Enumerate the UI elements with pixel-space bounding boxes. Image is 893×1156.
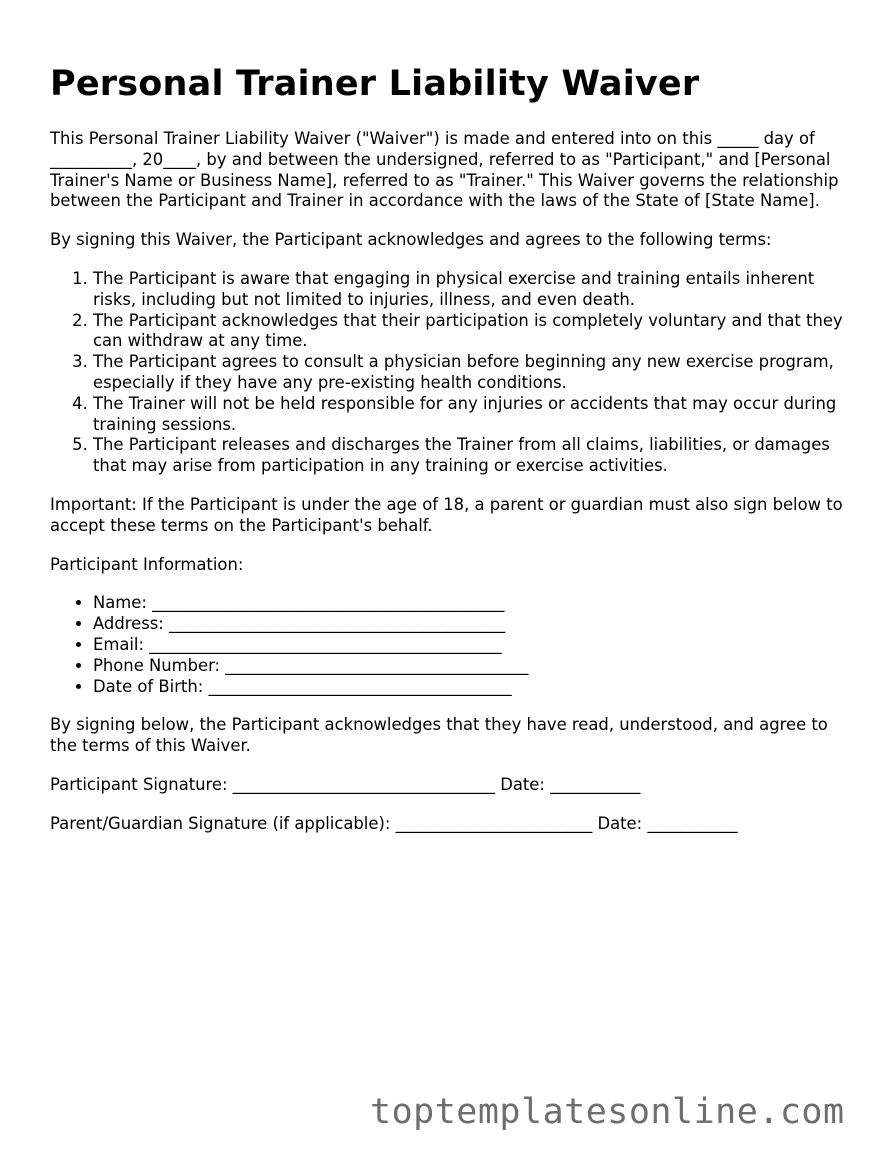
site-watermark: toptemplatesonline.com bbox=[370, 1092, 845, 1132]
terms-lead-paragraph: By signing this Waiver, the Participant acknowledges and agrees to the following terms: bbox=[50, 230, 772, 250]
terms-list-item: 2. The Participant acknowledges that their participation is completely voluntary and that they can withdraw at any time. bbox=[93, 311, 850, 353]
participant-info-list bbox=[50, 593, 850, 697]
document-title: Personal Trainer Liability Waiver bbox=[50, 64, 700, 104]
info-field-phone-number: • Phone Number: _____________________________________ bbox=[93, 656, 850, 677]
info-field-name: • Name: ___________________________________________ bbox=[93, 593, 850, 614]
info-field-date-of-birth: • Date of Birth: _____________________________________ bbox=[93, 677, 850, 698]
terms-list-item: 5. The Participant releases and discharges the Trainer from all claims, liabilities, or damages that may arise from participation in any training or exercise activities. bbox=[93, 435, 850, 477]
terms-list-item: 1. The Participant is aware that engaging in physical exercise and training entails inherent risks, including but not limited to injuries, illness, and even death. bbox=[93, 269, 850, 311]
terms-list-item: 4. The Trainer will not be held responsible for any injuries or accidents that may occur during training sessions. bbox=[93, 394, 850, 436]
guardian-signature-line: Parent/Guardian Signature (if applicable): ________________________ Date: ___________ bbox=[50, 813, 738, 833]
waiver-document bbox=[50, 60, 850, 835]
info-field-email: • Email: ___________________________________________ bbox=[93, 635, 850, 656]
acknowledgement-paragraph: By signing below, the Participant acknowledges that they have read, understood, and agree to the terms of this Waiver. bbox=[50, 715, 828, 756]
terms-list-item: 3. The Participant agrees to consult a physician before beginning any new exercise program, especially if they have any pre-existing health conditions. bbox=[93, 352, 850, 394]
info-field-address: • Address: _________________________________________ bbox=[93, 614, 850, 635]
terms-list bbox=[50, 269, 850, 477]
participant-info-heading: Participant Information: bbox=[50, 554, 244, 574]
important-notice: Important: If the Participant is under the age of 18, a parent or guardian must also sign below to accept these terms on the Participant's behalf. bbox=[50, 494, 843, 535]
participant-signature-line: Participant Signature: ________________________________ Date: ___________ bbox=[50, 774, 641, 794]
intro-paragraph: This Personal Trainer Liability Waiver ("Waiver") is made and entered into on this _____ day of __________, 20____, by and between the undersigned, referred to as "Participant," and [Personal Trainer's Name or Business Name], referred to as "Trainer." This Waiver governs the relationship between the Participant and Trainer in accordance with the laws of the State of [State Name]. bbox=[50, 129, 839, 211]
